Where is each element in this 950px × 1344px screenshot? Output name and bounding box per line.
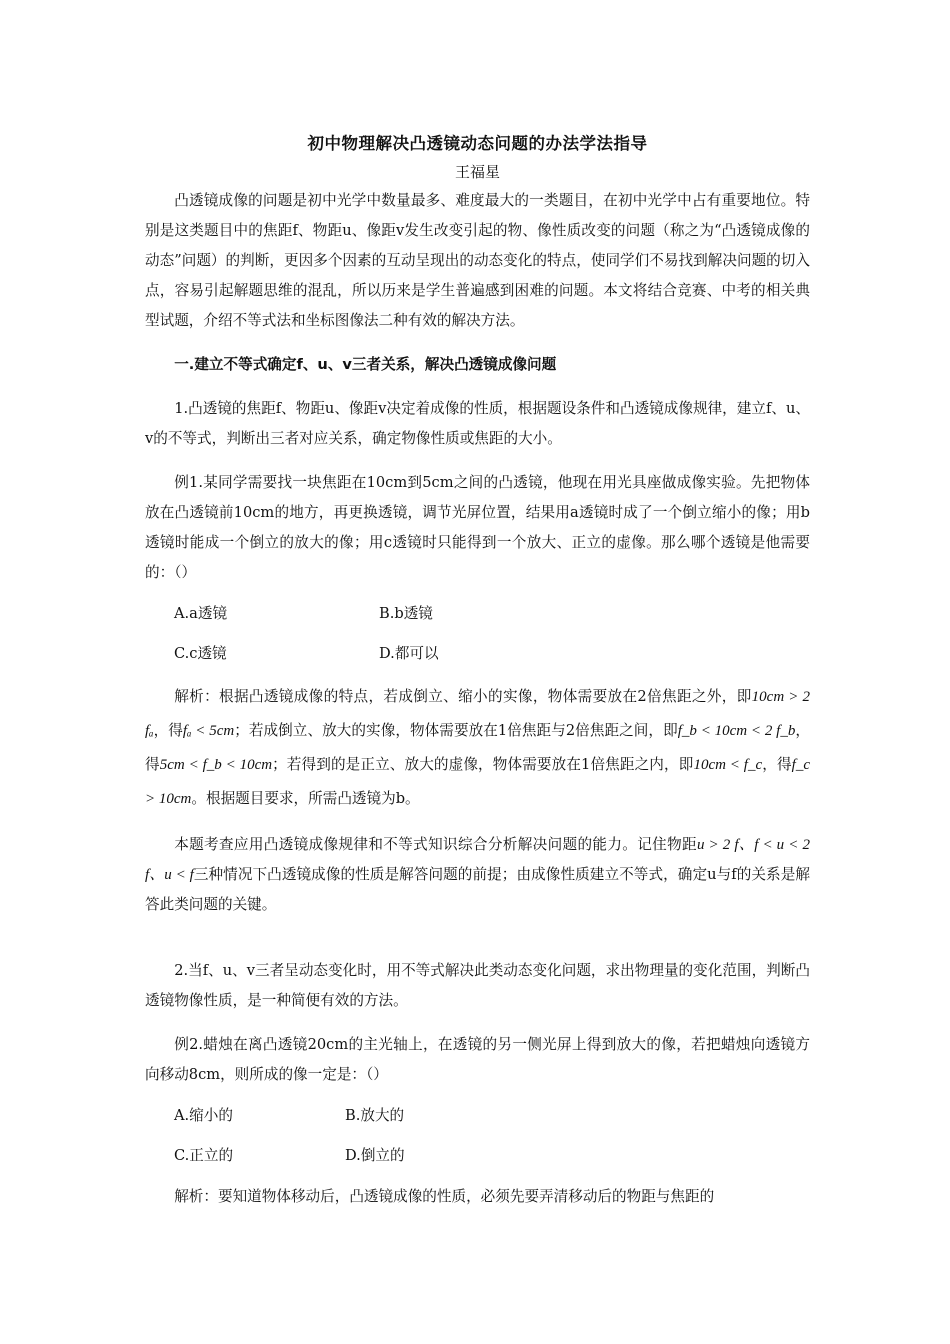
analysis-text-1: 解析：根据凸透镜成像的特点，若成倒立、缩小的实像，物体需要放在2倍焦距之外，即	[174, 688, 752, 705]
example-1-question: 例1.某同学需要找一块焦距在10cm到5cm之间的凸透镜，他现在用光具座做成像实验。先把物体放在凸透镜前10cm的地方，再更换透镜，调节光屏位置，结果用a透镜时成了一个倒立缩小的像；用b透镜时能成一个倒立的放大的像；用c透镜时只能得到一个放大、正立的虚像。那么哪个透镜是他需要的：（）	[145, 474, 810, 581]
example-2-options-row-1	[174, 1102, 810, 1130]
analysis-text-2: ，得	[153, 722, 183, 739]
point-2-paragraph: 2.当f、u、v三者呈动态变化时，用不等式解决此类动态变化问题，求出物理量的变化范围，判断凸透镜物像性质，是一种简便有效的方法。	[145, 962, 810, 1009]
inequality-math-6: f_c > 10cm	[145, 757, 810, 807]
example-2-option-a: A.缩小的	[174, 1107, 233, 1124]
summary-text-2: 三种情况下凸透镜成像的性质是解答问题的前提；由成像性质建立不等式，确定u与f的关系是解答此类问题的关键。	[145, 866, 810, 913]
inequality-math-3: f_b < 10cm < 2 f_b	[677, 723, 796, 739]
analysis-text-3: ；若成倒立、放大的实像，物体需要放在1倍焦距与2倍焦距之间，即	[234, 722, 678, 739]
point-1-paragraph: 1.凸透镜的焦距f、物距u、像距v决定着成像的性质，根据题设条件和凸透镜成像规律，建立f、u、v的不等式，判断出三者对应关系，确定物像性质或焦距的大小。	[145, 400, 810, 447]
document-page	[145, 130, 810, 1212]
analysis-text-5: ；若得到的是正立、放大的虚像，物体需要放在1倍焦距之内，即	[272, 756, 694, 773]
example-2-option-c: C.正立的	[174, 1147, 234, 1164]
inequality-math-2: fₐ < 5cm	[182, 723, 235, 739]
example-1-option-d: D.都可以	[379, 645, 439, 662]
example-2-option-b: B.放大的	[345, 1107, 405, 1124]
example-2-analysis: 解析：要知道物体移动后，凸透镜成像的性质，必须先要弄清移动后的物距与焦距的	[174, 1188, 715, 1205]
example-2-options-row-2	[174, 1142, 810, 1170]
intro-paragraph: 凸透镜成像的问题是初中光学中数量最多、难度最大的一类题目，在初中光学中占有重要地位。特别是这类题目中的焦距f、物距u、像距v发生改变引起的物、像性质改变的问题（称之为“凸透镜成像的动态”问题）的判断，更因多个因素的互动呈现出的动态变化的特点，使同学们不易找到解决问题的切入点，容易引起解题思维的混乱，所以历来是学生普遍感到困难的问题。本文将结合竞赛、中考的相关典型试题，介绍不等式法和坐标图像法二种有效的解决方法。	[145, 192, 810, 329]
example-1-option-b: B.b透镜	[379, 605, 433, 622]
inequality-math-5: 10cm < f_c	[693, 757, 763, 773]
inequality-math-1: 10cm > 2 fₐ	[145, 689, 810, 739]
example-2-question: 例2.蜡烛在离凸透镜20cm的主光轴上，在透镜的另一侧光屏上得到放大的像，若把蜡烛向透镜方向移动8cm，则所成的像一定是：（）	[145, 1036, 810, 1083]
analysis-text-6: ，得	[762, 756, 792, 773]
example-1-option-a: A.a透镜	[174, 605, 228, 622]
section-heading: 一.建立不等式确定f、u、v三者关系，解决凸透镜成像问题	[174, 356, 557, 373]
author-name: 王福星	[454, 163, 500, 181]
analysis-text-4: ，得	[145, 722, 810, 773]
analysis-text-7: 。根据题目要求，所需凸透镜为b。	[191, 790, 420, 807]
example-1-summary	[145, 830, 810, 920]
example-1-options-row-2	[174, 640, 810, 668]
summary-math: u > 2 f、f < u < 2 f、u < f	[145, 837, 810, 883]
document-title: 初中物理解决凸透镜动态问题的办法学法指导	[307, 134, 648, 153]
inequality-math-4: 5cm < f_b < 10cm	[159, 757, 273, 773]
example-2-option-d: D.倒立的	[345, 1147, 405, 1164]
example-1-options-row-1	[174, 600, 810, 628]
summary-text-1: 本题考查应用凸透镜成像规律和不等式知识综合分析解决问题的能力。记住物距	[174, 836, 697, 853]
example-1-option-c: C.c透镜	[174, 645, 227, 662]
example-1-analysis	[145, 680, 810, 816]
